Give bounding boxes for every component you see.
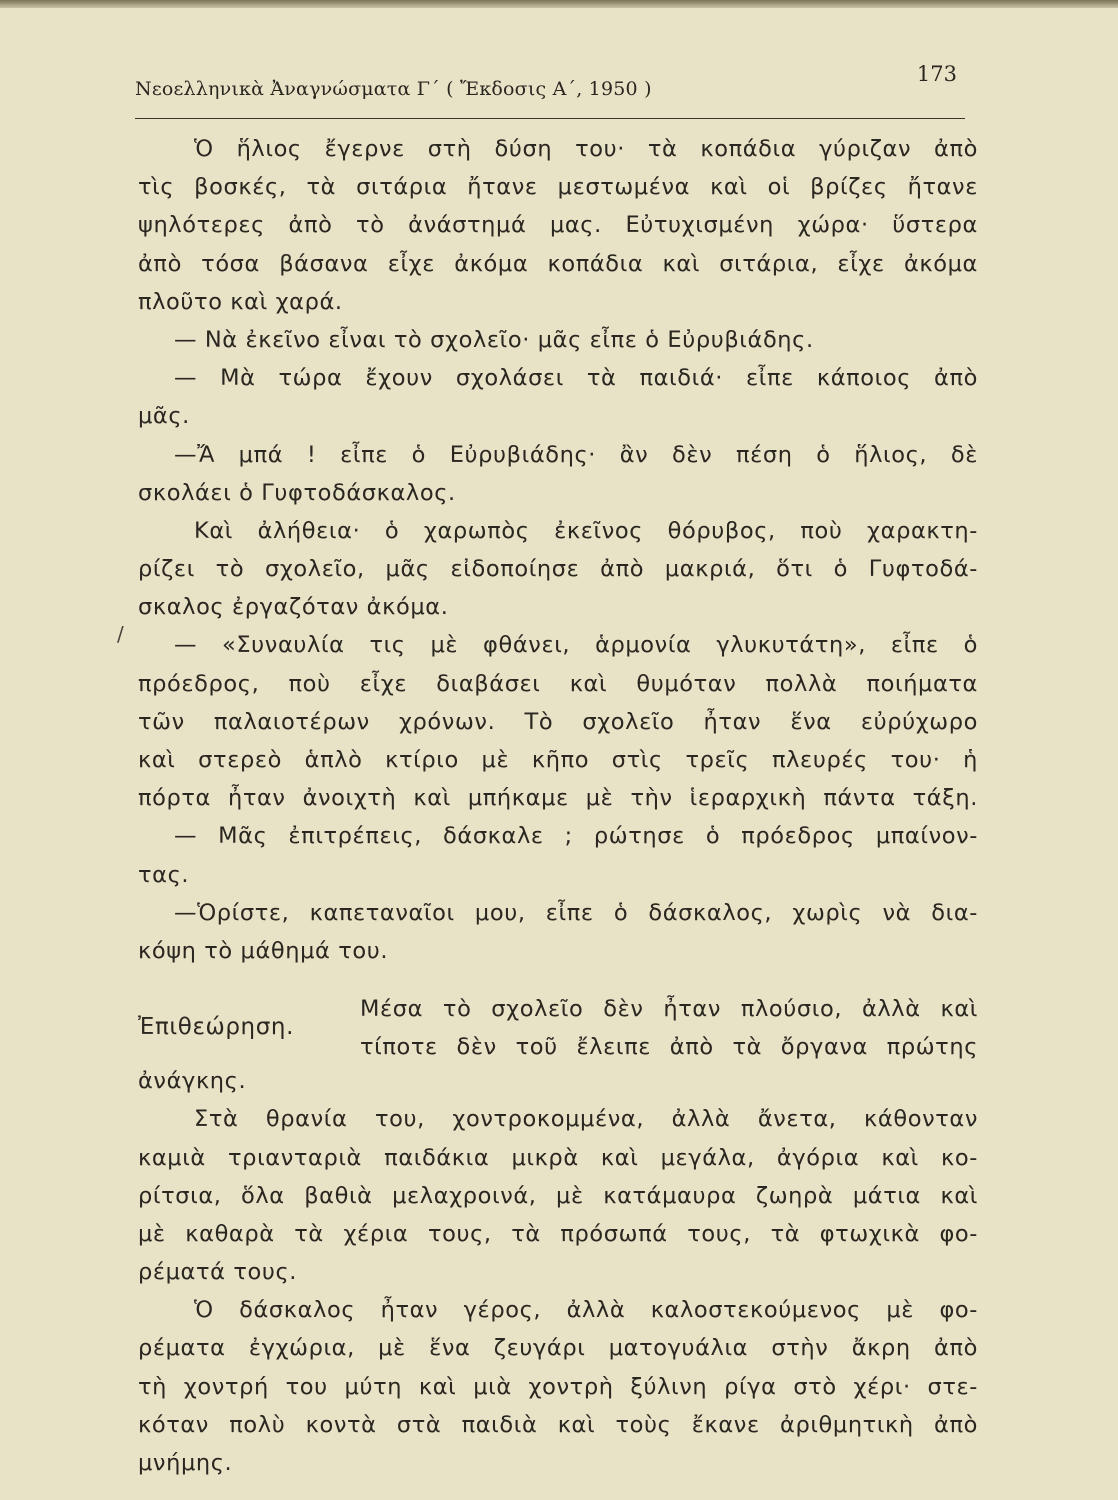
text-line: —Ὁρίστε, καπεταναῖοι μου, εἶπε ὁ δάσκαλος, χωρὶς νὰ δια-: [174, 899, 978, 926]
text-line: — Μᾶς ἐπιτρέπεις, δάσκαλε ; ρώτησε ὁ πρόεδρος μπαίνον-: [174, 823, 978, 850]
text-line: μᾶς.: [138, 403, 190, 430]
text-line: Ὁ ἥλιος ἔγερνε στὴ δύση του· τὰ κοπάδια γύριζαν ἀπὸ: [194, 136, 978, 162]
text-line: τὶς βοσκές, τὰ σιτάρια ἤτανε μεστωμένα καὶ οἱ βρίζες ἤτανε: [138, 174, 978, 201]
text-line: τας.: [138, 861, 190, 888]
text-line: ψηλότερες ἀπὸ τὸ ἀνάστημά μας. Εὐτυχισμένη χώρα· ὕστερα: [138, 212, 978, 239]
text-line: ρέματά τους.: [138, 1259, 298, 1286]
text-line: ρίζει τὸ σχολεῖο, μᾶς εἰδοποίησε ἀπὸ μακριά, ὅτι ὁ Γυφτοδά-: [138, 556, 978, 583]
text-line: ἀνάγκης.: [138, 1068, 247, 1095]
text-line: ἀπὸ τόσα βάσανα εἶχε ἀκόμα κοπάδια καὶ σιτάρια, εἶχε ἀκόμα: [138, 250, 978, 277]
sidehead-lines: [360, 990, 978, 1066]
text-line: τὴ χοντρή του μύτη καὶ μιὰ χοντρὴ ξύλινη ρίγα στὸ χέρι· στε-: [138, 1373, 978, 1400]
text-line: τῶν παλαιοτέρων χρόνων. Τὸ σχολεῖο ἦταν ἕνα εὐρύχωρο: [138, 708, 978, 735]
text-line: μὲ καθαρὰ τὰ χέρια τους, τὰ πρόσωπά τους, τὰ φτωχικὰ φο-: [138, 1220, 978, 1247]
text-line: Καὶ ἀλήθεια· ὁ χαρωπὸς ἐκεῖνος θόρυβος, ποὺ χαρακτη-: [194, 517, 978, 544]
text-line: καὶ στερεὸ ἁπλὸ κτίριο μὲ κῆπο στὶς τρεῖς πλευρές του· ἡ: [138, 747, 978, 773]
text-line: καμιὰ τριανταριὰ παιδάκια μικρὰ καὶ μεγάλα, ἀγόρια καὶ κο-: [138, 1144, 978, 1171]
text-line: πόρτα ἦταν ἀνοιχτὴ καὶ μπήκαμε μὲ τὴν ἱεραρχικὴ πάντα τάξη.: [138, 785, 978, 812]
text-line: — Μὰ τώρα ἔχουν σχολάσει τὰ παιδιά· εἶπε κάποιος ἀπὸ: [174, 365, 978, 392]
text-line: πλοῦτο καὶ χαρά.: [138, 288, 343, 315]
text-line: Στὰ θρανία του, χοντροκομμένα, ἀλλὰ ἄνετα, κάθονταν: [194, 1106, 978, 1133]
text-line: κόταν πολὺ κοντὰ στὰ παιδιὰ καὶ τοὺς ἔκανε ἀριθμητικὴ ἀπὸ: [138, 1411, 978, 1438]
text-line: Ὁ δάσκαλος ἦταν γέρος, ἀλλὰ καλοστεκούμενος μὲ φο-: [194, 1297, 978, 1324]
header-title: Νεοελληνικὰ Ἀναγνώσματα Γ΄ ( Ἔκδοσις Α΄, 1950 ): [135, 78, 652, 100]
text-line: ρίτσια, ὅλα βαθιὰ μελαχροινά, μὲ κατάμαυρα ζωηρὰ μάτια καὶ: [138, 1182, 978, 1209]
running-header: [135, 62, 965, 122]
text-line: ρέματα ἐγχώρια, μὲ ἕνα ζευγάρι ματογυάλια στὴν ἄκρη ἀπὸ: [138, 1335, 978, 1362]
body-text: [138, 130, 978, 1482]
text-line: — «Συναυλία τις μὲ φθάνει, ἁρμονία γλυκυτάτη», εἶπε ὁ: [174, 632, 978, 659]
text-line: Μέσα τὸ σχολεῖο δὲν ἦταν πλούσιο, ἀλλὰ καὶ: [360, 996, 978, 1023]
text-line: σκαλος ἐργαζόταν ἀκόμα.: [138, 594, 449, 621]
section-epitheorisi: [138, 990, 978, 1062]
text-line: κόψη τὸ μάθημά του.: [138, 937, 389, 964]
page-number: 173: [916, 62, 957, 86]
text-line: — Νὰ ἐκεῖνο εἶναι τὸ σχολεῖο· μᾶς εἶπε ὁ Εὐρυβιάδης.: [174, 326, 814, 353]
text-line: —Ἄ μπά ! εἶπε ὁ Εὐρυβιάδης· ἂν δὲν πέση ὁ ἥλιος, δὲ: [174, 441, 978, 468]
page-edge-strip: [0, 0, 1118, 8]
text-line: τίποτε δὲν τοῦ ἔλειπε ἀπὸ τὰ ὄργανα πρώτης: [360, 1034, 978, 1061]
text-line: σκολάει ὁ Γυφτοδάσκαλος.: [138, 479, 456, 506]
header-rule: [135, 118, 965, 119]
side-heading: Ἐπιθεώρηση.: [138, 1014, 294, 1041]
text-line: μνήμης.: [138, 1450, 233, 1476]
margin-mark: /: [117, 622, 124, 646]
text-line: πρόεδρος, ποὺ εἶχε διαβάσει καὶ θυμόταν πολλὰ ποιήματα: [138, 670, 978, 697]
